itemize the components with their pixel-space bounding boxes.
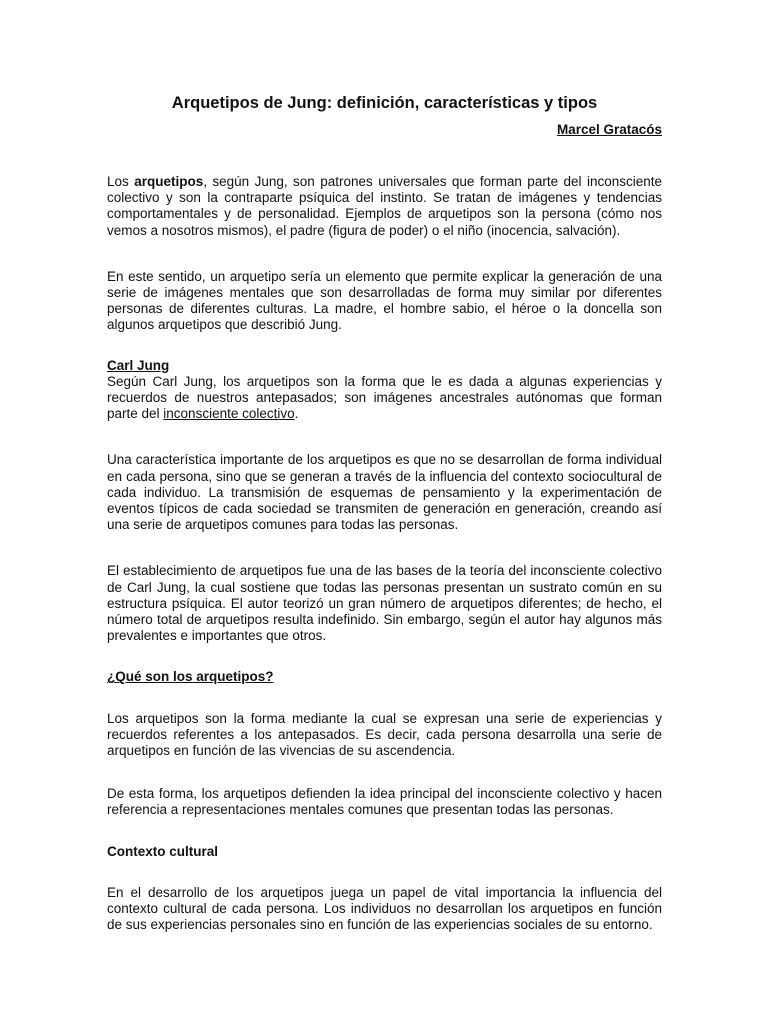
paragraph-carl-jung	[107, 358, 662, 423]
paragraph-establishment: El establecimiento de arquetipos fue una de las bases de la teoría del inconsciente colectivo de Carl Jung, la cual sostiene que todas las personas presentan un sustrato común en su estructura psíquica. El autor teorizó un gran número de arquetipos diferentes; de hecho, el número total de arquetipos resulta indefinido. Sin embargo, según el autor hay algunos más prevalentes e importantes que otros.	[107, 563, 662, 644]
paragraph-form: De esta forma, los arquetipos defienden la idea principal del inconsciente colectivo y hacen referencia a representaciones mentales comunes que presentan todas las personas.	[107, 786, 662, 818]
heading-carl-jung: Carl Jung	[107, 357, 170, 373]
intro-text-rest: , según Jung, son patrones universales que forman parte del inconsciente colectivo y son la contraparte psíquica del instinto. Se tratan de imágenes y tendencias comportamentales y de personalidad. Ejemplos de arquetipos son la persona (cómo nos vemos a nosotros mismos), el padre (figura de poder) o el niño (inocencia, salvación).	[107, 174, 662, 238]
intro-bold-term: arquetipos	[134, 174, 204, 189]
carl-jung-text-start: Según Carl Jung, los arquetipos son la forma que le es dada a algunas experiencias y recuerdos de nuestros antepasados; son imágenes ancestrales autónomas que forman parte del	[107, 373, 662, 422]
heading-que-son: ¿Qué son los arquetipos?	[107, 669, 274, 685]
paragraph-characteristic: Una característica importante de los arquetipos es que no se desarrollan de forma individual en cada persona, sino que se generan a través de la influencia del contexto sociocultural de cada individuo. La transmisión de esquemas de pensamiento y la experimentación de eventos típicos de cada sociedad se transmiten de generación en generación, creando así una serie de arquetipos comunes para todas las personas.	[107, 452, 662, 533]
intro-text-start: Los	[107, 174, 135, 189]
document-title: Arquetipos de Jung: definición, características y tipos	[171, 94, 598, 112]
paragraph-intro	[107, 174, 662, 239]
inconsciente-colectivo-link[interactable]: inconsciente colectivo	[163, 406, 295, 422]
paragraph-sense: En este sentido, un arquetipo sería un elemento que permite explicar la generación de una serie de imágenes mentales que son desarrolladas de forma muy similar por diferentes personas de diferentes culturas. La madre, el hombre sabio, el héroe o la doncella son algunos arquetipos que describió Jung.	[107, 268, 662, 333]
author-name: Marcel Gratacós	[556, 122, 662, 137]
carl-jung-text-end: .	[294, 406, 299, 422]
heading-contexto-cultural: Contexto cultural	[107, 843, 219, 859]
paragraph-definition: Los arquetipos son la forma mediante la cual se expresan una serie de experiencias y recuerdos referentes a los antepasados. Es decir, cada persona desarrolla una serie de arquetipos en función de las vivencias de su ascendencia.	[107, 710, 662, 759]
paragraph-cultural-context: En el desarrollo de los arquetipos juega un papel de vital importancia la influencia del contexto cultural de cada persona. Los individuos no desarrollan los arquetipos en función de sus experiencias personales sino en función de las experiencias sociales de su entorno.	[107, 884, 662, 933]
document-body	[107, 174, 662, 934]
